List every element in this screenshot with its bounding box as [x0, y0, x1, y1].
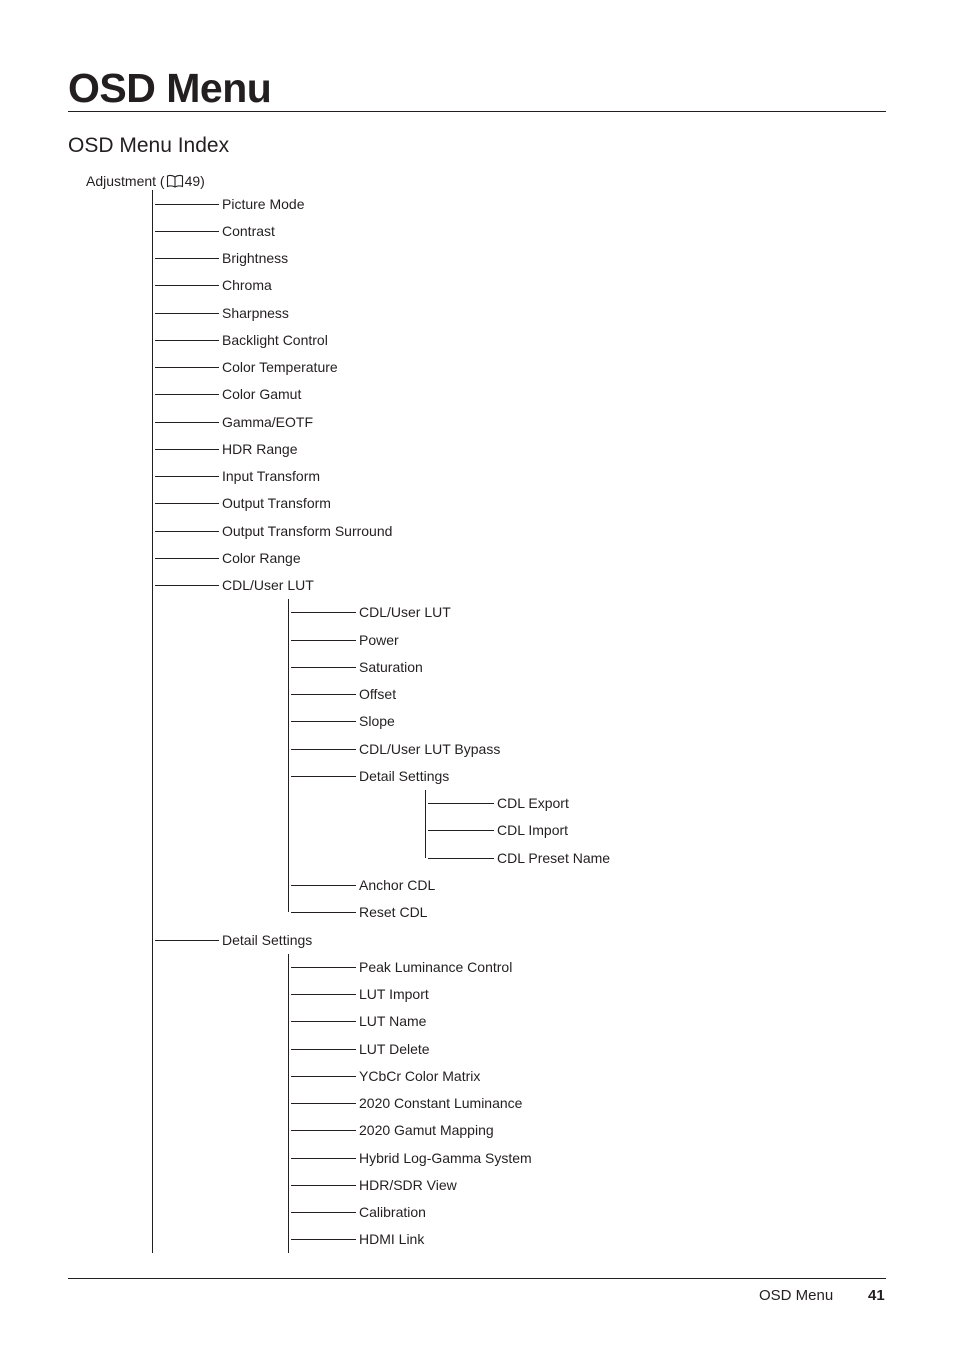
tree-connector-horizontal	[291, 885, 356, 886]
menu-item-label: YCbCr Color Matrix	[359, 1067, 481, 1084]
footer-divider	[68, 1278, 886, 1279]
tree-root-text: Adjustment (	[86, 173, 165, 189]
menu-item-label: Peak Luminance Control	[359, 958, 513, 975]
tree-connector-horizontal	[155, 531, 219, 532]
page-title: OSD Menu	[68, 65, 272, 111]
page-reference: 49)	[184, 173, 205, 189]
tree-connector-horizontal	[291, 1185, 356, 1186]
menu-item-label: CDL Preset Name	[497, 849, 611, 866]
tree-connector-horizontal	[291, 721, 356, 722]
menu-item-label: Color Temperature	[222, 359, 338, 376]
menu-item-label: Output Transform	[222, 495, 331, 512]
menu-item-label: Output Transform Surround	[222, 522, 393, 539]
menu-item-label: CDL Import	[497, 822, 569, 839]
menu-item-label: Chroma	[222, 277, 272, 294]
tree-connector-horizontal	[428, 803, 494, 804]
tree-connector-horizontal	[155, 558, 219, 559]
tree-connector-horizontal	[291, 994, 356, 995]
menu-item-label: Reset CDL	[359, 904, 428, 921]
menu-item-label: HDR Range	[222, 440, 298, 457]
tree-connector-horizontal	[291, 640, 356, 641]
menu-item-label: Picture Mode	[222, 195, 305, 212]
menu-item-label: Sharpness	[222, 304, 289, 321]
tree-connector-vertical	[288, 954, 289, 1253]
menu-item-label: Calibration	[359, 1204, 426, 1221]
tree-connector-horizontal	[155, 313, 219, 314]
footer-page-number: 41	[868, 1287, 885, 1304]
tree-connector-horizontal	[291, 1076, 356, 1077]
tree-connector-horizontal	[291, 1130, 356, 1131]
menu-item-label: Detail Settings	[359, 767, 450, 784]
tree-connector-horizontal	[291, 912, 356, 913]
menu-item-label: CDL Export	[497, 795, 569, 812]
menu-item-label: 2020 Gamut Mapping	[359, 1122, 494, 1139]
tree-connector-horizontal	[155, 503, 219, 504]
tree-root-label	[86, 173, 205, 191]
book-icon	[166, 174, 184, 191]
menu-item-label: HDMI Link	[359, 1231, 425, 1248]
tree-connector-horizontal	[291, 1103, 356, 1104]
tree-connector-horizontal	[291, 612, 356, 613]
menu-item-label: HDR/SDR View	[359, 1176, 457, 1193]
tree-connector-horizontal	[291, 1049, 356, 1050]
tree-connector-horizontal	[155, 394, 219, 395]
menu-item-label: Input Transform	[222, 468, 321, 485]
menu-item-label: 2020 Constant Luminance	[359, 1095, 523, 1112]
menu-item-label: LUT Delete	[359, 1040, 430, 1057]
tree-connector-horizontal	[155, 285, 219, 286]
menu-item-label: Gamma/EOTF	[222, 413, 314, 430]
tree-connector-horizontal	[428, 858, 494, 859]
tree-connector-horizontal	[155, 940, 219, 941]
tree-connector-vertical	[425, 790, 426, 858]
tree-connector-horizontal	[291, 749, 356, 750]
tree-connector-vertical	[288, 599, 289, 912]
menu-item-label: Hybrid Log-Gamma System	[359, 1149, 532, 1166]
menu-item-label: Detail Settings	[222, 931, 313, 948]
menu-item-label: Anchor CDL	[359, 877, 436, 893]
tree-connector-horizontal	[291, 776, 356, 777]
section-heading: OSD Menu Index	[68, 134, 230, 157]
menu-item-label: Offset	[359, 686, 397, 703]
menu-item-label: Brightness	[222, 250, 289, 267]
menu-item-label: Power	[359, 631, 399, 648]
footer-section-name: OSD Menu	[759, 1287, 834, 1304]
tree-connector-horizontal	[155, 204, 219, 205]
menu-item-label: LUT Import	[359, 986, 429, 1003]
tree-connector-horizontal	[291, 1239, 356, 1240]
tree-connector-horizontal	[155, 340, 219, 341]
tree-connector-horizontal	[155, 449, 219, 450]
tree-connector-horizontal	[291, 667, 356, 668]
menu-item-label: LUT Name	[359, 1013, 427, 1030]
menu-item-label: Color Gamut	[222, 386, 302, 403]
tree-connector-horizontal	[428, 830, 494, 831]
menu-item-label: Backlight Control	[222, 331, 328, 348]
tree-connector-horizontal	[155, 422, 219, 423]
menu-item-label: Contrast	[222, 222, 275, 239]
menu-item-label: CDL/User LUT	[359, 604, 451, 621]
menu-item-label: CDL/User LUT Bypass	[359, 740, 501, 757]
tree-connector-horizontal	[155, 367, 219, 368]
menu-item-label: Color Range	[222, 549, 301, 566]
tree-connector-horizontal	[155, 258, 219, 259]
tree-connector-horizontal	[291, 1021, 356, 1022]
menu-item-label: Saturation	[359, 658, 423, 675]
tree-connector-horizontal	[155, 476, 219, 477]
menu-item-label: Slope	[359, 713, 395, 730]
tree-connector-horizontal	[291, 694, 356, 695]
tree-connector-horizontal	[291, 967, 356, 968]
tree-connector-horizontal	[155, 231, 219, 232]
tree-connector-horizontal	[155, 585, 219, 586]
tree-connector-vertical	[152, 190, 153, 1253]
tree-connector-horizontal	[291, 1212, 356, 1213]
tree-connector-horizontal	[291, 1158, 356, 1159]
menu-item-label: CDL/User LUT	[222, 577, 314, 594]
